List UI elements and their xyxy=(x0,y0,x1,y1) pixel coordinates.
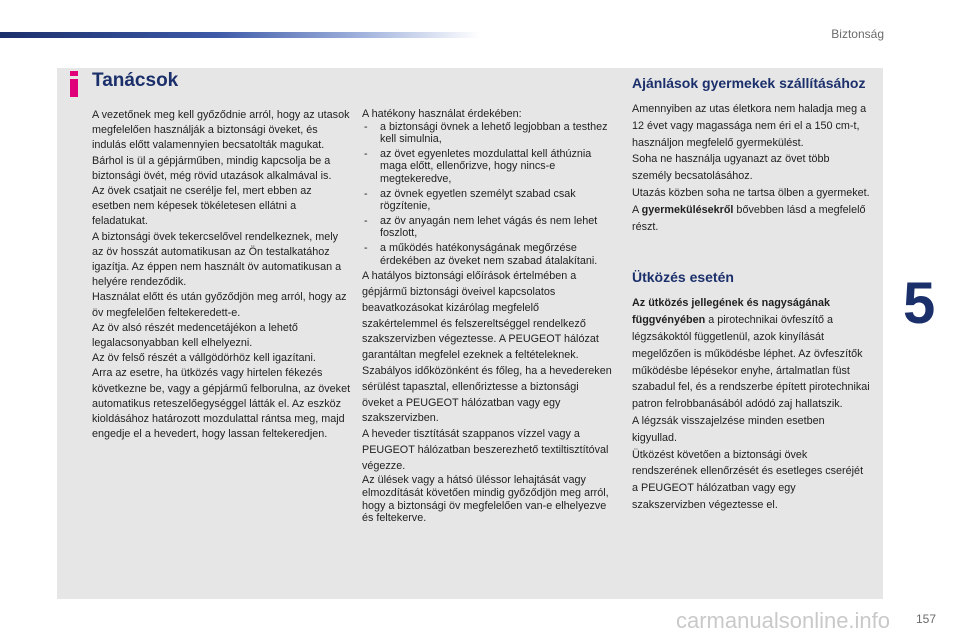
paragraph: A vezetőnek meg kell győződnie arról, hogy az utasok megfelelően használják a biztonsági öveket, és indulás előtt valamennyien becsatolták magukat. xyxy=(92,109,350,152)
list-item: - az öv anyagán nem lehet vágás és nem lehet foszlott, xyxy=(362,215,612,240)
paragraph xyxy=(632,295,872,413)
paragraph: Az ülések vagy a hátsó üléssor lehajtását vagy elmozdítását követően mindig győződjön meg arról, hogy a biztonsági öv megfelelően van-e elhelyezve és feltekerve. xyxy=(362,474,609,525)
header-accent-bar xyxy=(0,32,480,38)
collision-title: Ütközés esetén xyxy=(632,269,734,286)
usage-list xyxy=(362,121,612,268)
paragraph: A hatályos biztonsági előírások értelmében a gépjármű biztonsági öveivel kapcsolatos beavatkozásokat kizárólag megfelelő szakértelemmel és felszereltséggel rendelkező szakszervizben végeztesse. A PEUGEOT hálózat garantáltan megfelel ezeknek a feltételeknek. xyxy=(362,270,599,362)
child-transport-body xyxy=(632,101,872,235)
chapter-number: 5 xyxy=(903,271,936,336)
sidebar-column xyxy=(632,75,872,514)
text-run: A xyxy=(632,203,642,216)
text-run: bővebben lásd a megfelelő részt. xyxy=(632,203,866,233)
paragraph: Utazás közben soha ne tartsa ölben a gyermeket. xyxy=(632,186,870,199)
list-item: - az övnek egyetlen személyt szabad csak rögzítenie, xyxy=(362,188,612,213)
section-label: Biztonság xyxy=(831,27,884,41)
list-item: - a biztonsági övnek a lehető legjobban a testhez kell simulnia, xyxy=(362,121,612,146)
paragraph: A légzsák visszajelzése minden esetben kigyullad. xyxy=(632,414,825,444)
paragraph: A heveder tisztítását szappanos vízzel vagy a PEUGEOT hálózatban beszerezhető textiltisztítóval végezze. xyxy=(362,428,609,472)
paragraph: A biztonsági övek tekercselővel rendelkeznek, mely az öv hosszát automatikusan az Ön testalkatához igazítja. Az éppen nem használt öv automatikusan a helyére rendeződik. xyxy=(92,230,342,289)
list-item: - az övet egyenletes mozdulattal kell áthúznia maga előtt, ellenőrizve, hogy nincs-e megtekeredve, xyxy=(362,148,612,186)
paragraph: Az övek csatjait ne cserélje fel, mert ebben az esetben nem képesek tökéletesen ellátni a feladatukat. xyxy=(92,185,312,228)
paragraph: Soha ne használja ugyanazt az övet több személy becsatolásához. xyxy=(632,153,830,183)
text-run: a pirotechnikai övfeszítő a légzsákoktól függetlenül, azok kinyílását megelőzően is működésbe léphet. Az övfeszítők működésbe lépésekor enyhe, ártalmatlan füst szabadul fel, és a rendszerbe épített pirotechnikai patron felrobbanásából adódó zaj hallatszik. xyxy=(632,314,870,411)
paragraph xyxy=(632,202,872,236)
text-run-bold: Az ütközés jellegének és nagyságának függvényében xyxy=(632,297,831,327)
paragraph: Bárhol is ül a gépjárműben, mindig kapcsolja be a biztonsági övét, még rövid utazások alkalmával is. xyxy=(92,154,332,182)
paragraph: Amennyiben az utas életkora nem haladja meg a 12 évet vagy magassága nem éri el a 150 cm-t, használjon megfelelő gyermekülést. xyxy=(632,103,867,149)
info-icon xyxy=(67,71,81,97)
child-seats-reference: gyermekülésekről xyxy=(641,203,734,216)
paragraph: Arra az esetre, ha ütközés vagy hirtelen fékezés következne be, vagy a gépjármű felborulna, az öveket automatikus reteszelőegységgel látták el. Az eszköz kioldásához határozott mozdulattal rántsa meg, majd engedje el a hevedert, hogy lassan feltekeredjen. xyxy=(92,367,351,441)
paragraph: Ütközést követően a biztonsági övek rendszerének ellenőrzését és esetleges cseréjét a PEUGEOT hálózatban vagy egy szakszervizben végeztesse el. xyxy=(632,448,864,511)
list-item: - a működés hatékonyságának megőrzése érdekében az öveket nem szabad átalakítani. xyxy=(362,242,612,267)
paragraph: Az öv felső részét a vállgödörhöz kell igazítani. xyxy=(92,352,316,365)
paragraph: Használat előtt és után győződjön meg arról, hogy az öv megfelelően feltekeredett-e. xyxy=(92,291,347,319)
paragraph: Az öv alsó részét medencetájékon a lehető legalacsonyabban kell elhelyezni. xyxy=(92,321,298,350)
watermark: carmanualsonline.info xyxy=(676,608,891,633)
collision-body xyxy=(632,295,872,513)
list-intro: A hatékony használat érdekében: xyxy=(362,108,522,120)
child-transport-title: Ajánlások gyermekek szállításához xyxy=(632,75,866,91)
page-number: 157 xyxy=(915,612,936,626)
paragraph: Szabályos időközönként és főleg, ha a hevedereken sérülést tapasztal, ellenőriztesse a biztonsági öveket a PEUGEOT hálózatban vagy egy szakszervizben. xyxy=(362,364,612,425)
tips-column-1 xyxy=(92,108,352,442)
tips-column-2 xyxy=(362,108,612,525)
page-title: Tanácsok xyxy=(92,70,179,91)
